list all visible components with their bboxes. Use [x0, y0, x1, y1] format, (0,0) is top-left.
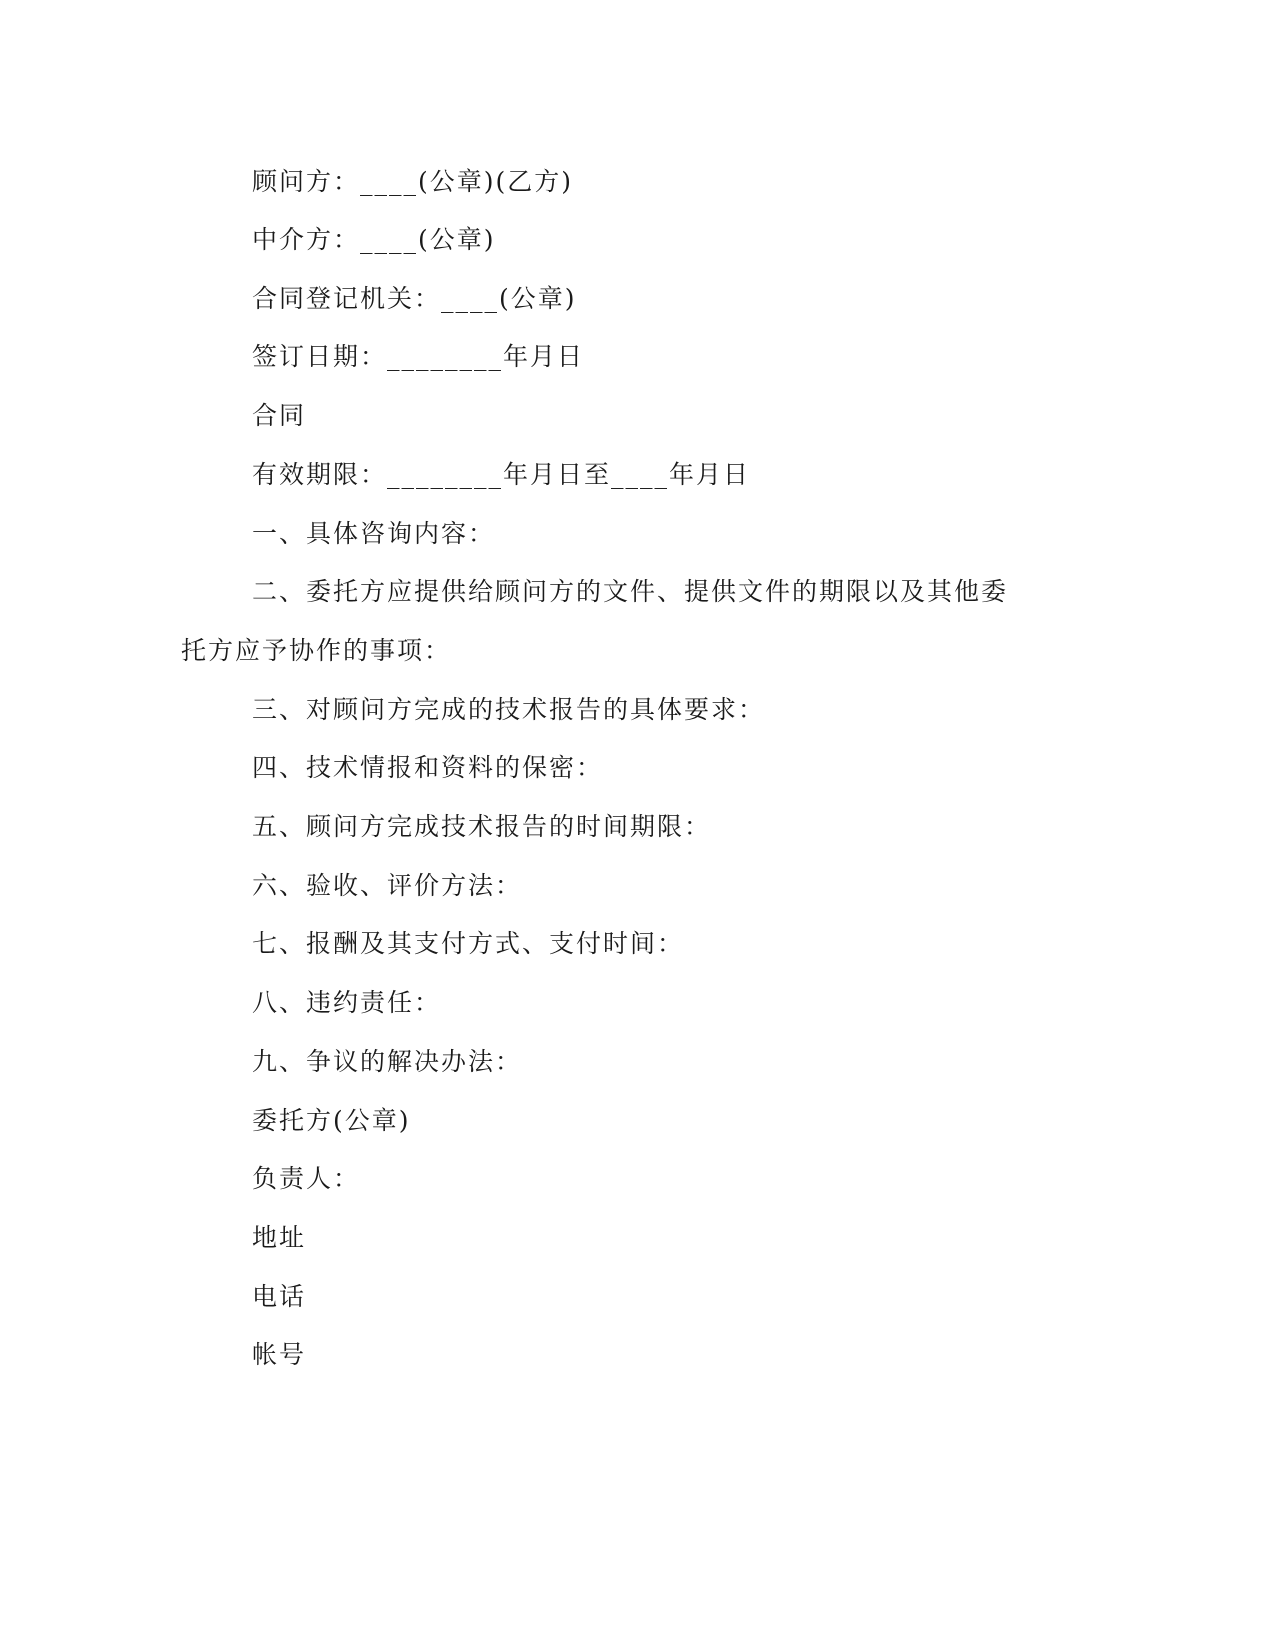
- clause-5-line: 五、顾问方完成技术报告的时间期限：: [252, 812, 712, 841]
- clause-3-line: 三、对顾问方完成的技术报告的具体要求：: [252, 695, 766, 724]
- clause-9-line: 九、争议的解决办法：: [252, 1047, 523, 1076]
- phone-line: 电话: [252, 1282, 307, 1311]
- clause-7-line: 七、报酬及其支付方式、支付时间：: [252, 929, 685, 958]
- signing-date-line: 签订日期：________年月日: [252, 342, 585, 371]
- consultant-party-line: 顾问方：____(公章)(乙方): [252, 167, 574, 196]
- responsible-person-line: 负责人：: [252, 1164, 361, 1193]
- validity-period-line: 有效期限：________年月日至____年月日: [252, 460, 751, 489]
- clause-1-line: 一、具体咨询内容：: [252, 519, 496, 548]
- clause-2-continuation-line: 托方应予协作的事项：: [181, 636, 452, 665]
- clause-4-line: 四、技术情报和资料的保密：: [252, 753, 604, 782]
- registration-authority-line: 合同登记机关：____(公章): [252, 284, 577, 313]
- clause-2-line: 二、委托方应提供给顾问方的文件、提供文件的期限以及其他委: [252, 577, 1009, 606]
- client-seal-line: 委托方(公章): [252, 1106, 411, 1135]
- clause-6-line: 六、验收、评价方法：: [252, 871, 523, 900]
- address-line: 地址: [252, 1223, 307, 1252]
- account-line: 帐号: [252, 1340, 307, 1369]
- clause-8-line: 八、违约责任：: [252, 988, 442, 1017]
- contract-label-line: 合同: [252, 401, 307, 430]
- intermediary-party-line: 中介方：____(公章): [252, 225, 496, 254]
